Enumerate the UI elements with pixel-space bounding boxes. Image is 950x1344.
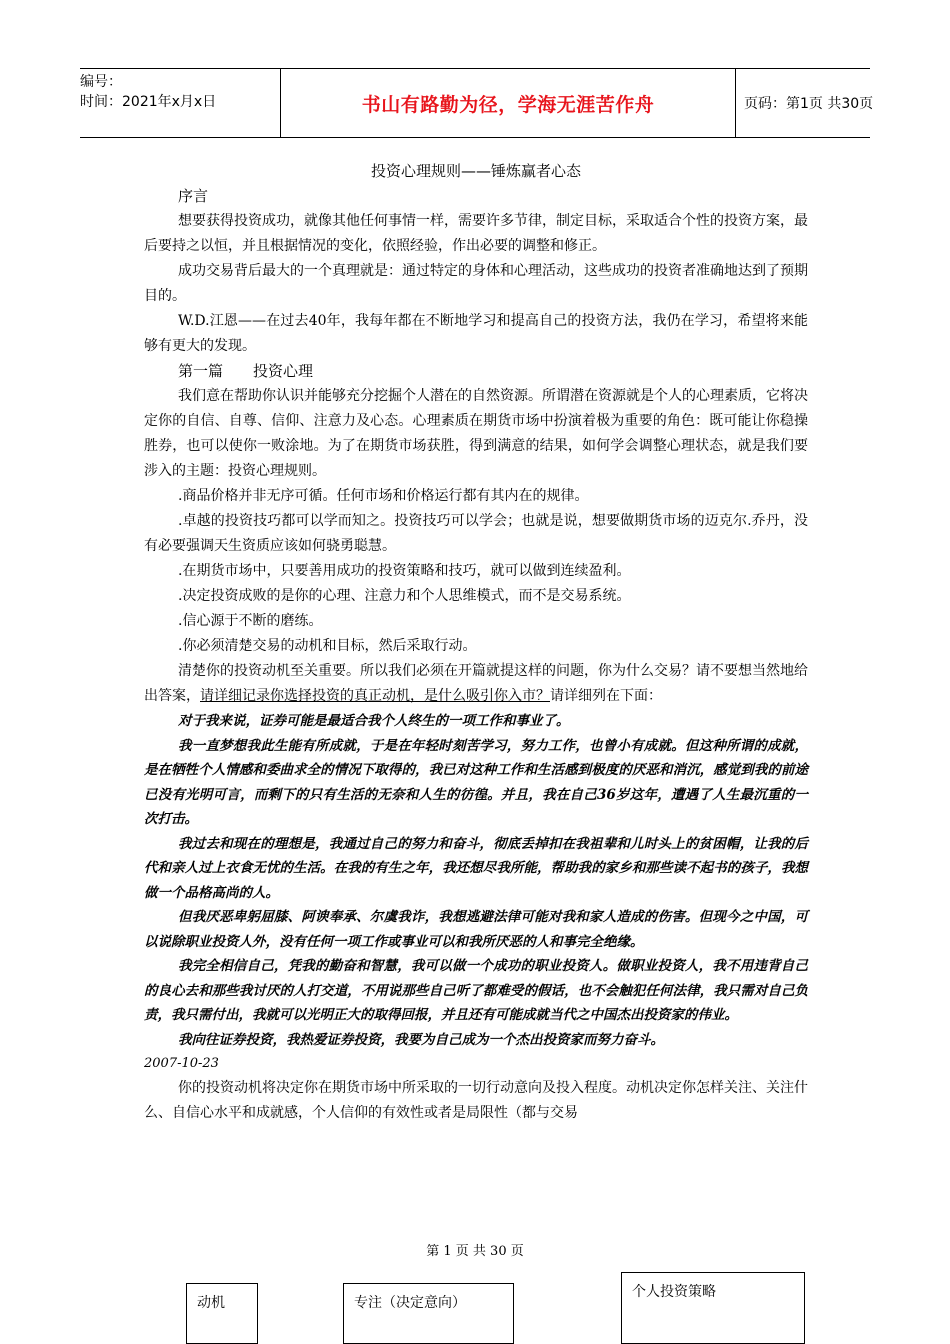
bullet-item: .信心源于不断的磨练。 bbox=[178, 613, 323, 629]
answer-date: 2007-10-23 bbox=[144, 1056, 219, 1071]
diagram-box-strategy: 个人投资策略 bbox=[621, 1272, 805, 1344]
document-number-label: 编号： bbox=[80, 74, 122, 90]
final-paragraph: 你的投资动机将决定你在期货市场中所采取的一切行动意向及投入程度。动机决定你怎样关注、关注什么、自信心水平和成就感，个人信仰的有效性或者是局限性（都与交易 bbox=[144, 1080, 808, 1121]
answer-paragraph-5: 我完全相信自己，凭我的勤奋和智慧，我可以做一个成功的职业投资人。做职业投资人，我不用违背自己的良心去和那些我讨厌的人打交道，不用说那些自己听了都难受的假话，也不会触犯任何法律，我只需对自己负责，我只需付出，我就可以光明正大的取得回报，并且还有可能成就当代之中国杰出投资家的伟业。 bbox=[144, 958, 808, 1023]
header-page-info: 页码：第1页 共30页 bbox=[744, 96, 874, 112]
document-title: 投资心理规则——锤炼赢者心态 bbox=[370, 162, 581, 180]
bullet-item: .决定投资成败的是你的心理、注意力和个人思维模式，而不是交易系统。 bbox=[178, 588, 631, 604]
answer-paragraph-3: 我过去和现在的理想是，我通过自己的努力和奋斗，彻底丢掉扣在我祖辈和儿时头上的贫困帽，让我的后代和亲人过上衣食无忧的生活。在我的有生之年，我还想尽我所能，帮助我的家乡和那些读不起书的孩子，我想做一个品格高尚的人。 bbox=[144, 835, 808, 901]
preface-paragraph-2: 成功交易背后最大的一个真理就是：通过特定的身体和心理活动，这些成功的投资者准确地达到了预期目的。 bbox=[144, 263, 808, 304]
answer-paragraph-1: 对于我来说，证券可能是最适合我个人终生的一项工作和事业了。 bbox=[178, 713, 570, 729]
header-motto-cell bbox=[280, 69, 736, 137]
bullet-item: .在期货市场中，只要善用成功的投资策略和技巧，就可以做到连续盈利。 bbox=[178, 563, 631, 579]
document-date: 时间：2021年x月x日 bbox=[80, 94, 217, 110]
motive-paragraph bbox=[144, 659, 808, 709]
page-footer: 第 1 页 共 30 页 bbox=[426, 1244, 524, 1259]
preface-heading: 序言 bbox=[178, 187, 209, 205]
chapter-paragraph-1: 我们意在帮助你认识并能够充分挖掘个人潜在的自然资源。所谓潜在资源就是个人的心理素质，它将决定你的自信、自尊、信仰、注意力及心态。心理素质在期货市场中扮演着极为重要的角色：既可能让你稳操胜券，也可以使你一败涂地。为了在期货市场获胜，得到满意的结果，如何学会调整心理状态，就是我们要涉入的主题：投资心理规则。 bbox=[144, 388, 808, 479]
answer-paragraph-6: 我向往证券投资，我热爱证券投资，我要为自己成为一个杰出投资家而努力奋斗。 bbox=[178, 1031, 664, 1048]
diagram-box-motive: 动机 bbox=[186, 1283, 258, 1344]
header-motto: 书山有路勤为径，学海无涯苦作舟 bbox=[361, 93, 655, 116]
diagram-box-focus: 专注（决定意向） bbox=[343, 1283, 514, 1344]
preface-paragraph-3: W.D.江恩——在过去40年，我每年都在不断地学习和提高自己的投资方法，我仍在学习，希望将来能够有更大的发现。 bbox=[144, 313, 808, 354]
bullet-item: .卓越的投资技巧都可以学而知之。投资技巧可以学会；也就是说，想要做期货市场的迈克尔.乔丹，没有必要强调天生资质应该如何骁勇聪慧。 bbox=[144, 513, 808, 554]
page-header bbox=[80, 68, 874, 138]
preface-paragraph-1: 想要获得投资成功，就像其他任何事情一样，需要许多节律，制定目标，采取适合个性的投资方案，最后要持之以恒，并且根据情况的变化，依照经验，作出必要的调整和修正。 bbox=[144, 213, 808, 254]
bullet-item: .你必须清楚交易的动机和目标，然后采取行动。 bbox=[178, 638, 477, 654]
motive-text-a: 清楚你的投资动机至关重要。所以我们必须在开篇就提这样的问题，你为什么交易？请不要想当然地给出答案， bbox=[144, 663, 808, 704]
header-meta bbox=[80, 69, 278, 140]
answer-paragraph-2: 我一直梦想我此生能有所成就，于是在年轻时刻苦学习，努力工作，也曾小有成就。但这种所谓的成就，是在牺牲个人情感和委曲求全的情况下取得的，我已对这种工作和生活感到极度的厌恶和消沉，感觉到我的前途已没有光明可言，而剩下的只有生活的无奈和人生的彷徨。并且，我在自己36岁这年，遭遇了人生最沉重的一次打击。 bbox=[144, 737, 808, 827]
document-body bbox=[144, 158, 808, 1126]
answer-paragraph-4: 但我厌恶卑躬屈膝、阿谀奉承、尔虞我诈，我想逃避法律可能对我和家人造成的伤害。但现今之中国，可以说除职业投资人外，没有任何一项工作或事业可以和我所厌恶的人和事完全绝缘。 bbox=[144, 909, 808, 950]
bullet-item: .商品价格并非无序可循。任何市场和价格运行都有其内在的规律。 bbox=[178, 488, 589, 504]
motive-text-b: 请详细列在下面： bbox=[550, 688, 662, 704]
chapter-heading: 第一篇 投资心理 bbox=[178, 362, 314, 380]
motive-underlined-text: 请详细记录你选择投资的真正动机，是什么吸引你入市？ bbox=[200, 688, 550, 704]
